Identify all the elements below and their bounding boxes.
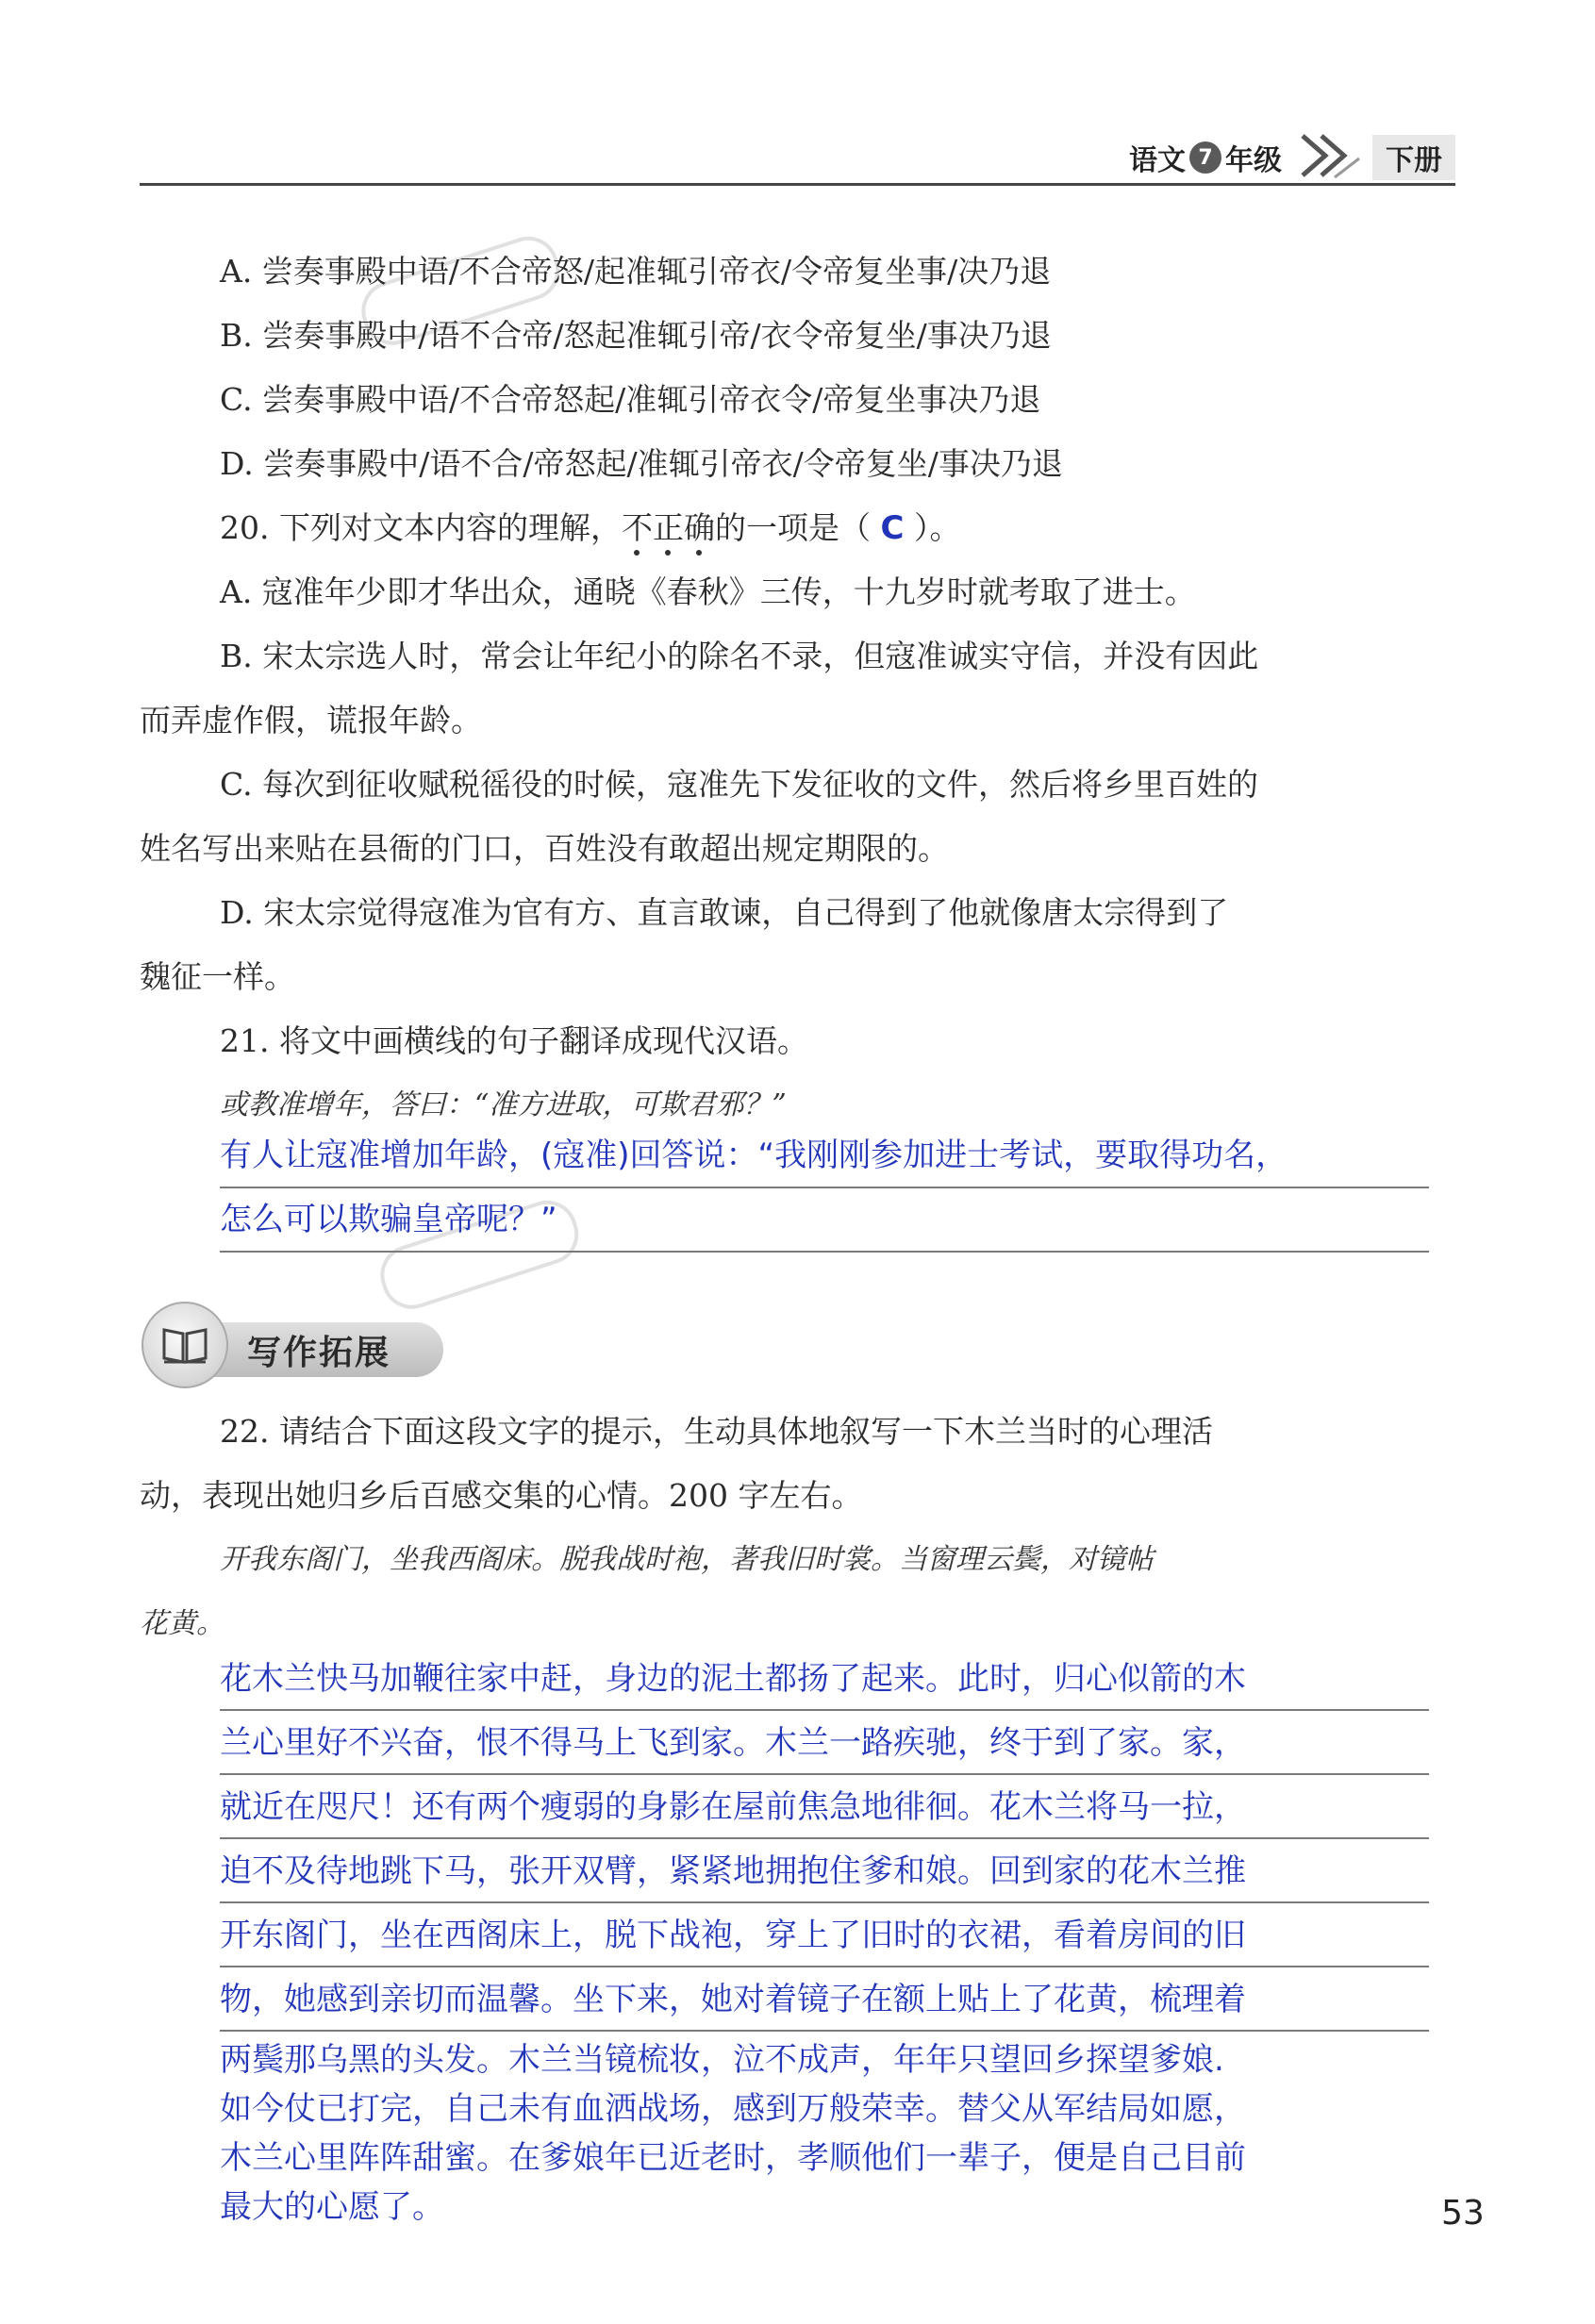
q20-stem-before: 20. 下列对文本内容的理解，	[220, 509, 622, 546]
q19-option-c: C. 尝奏事殿中语/不合帝怒起/准辄引帝衣令/帝复坐事决乃退	[220, 381, 1041, 418]
q20-emphasis-char: 正	[652, 509, 684, 546]
header-label	[1129, 132, 1455, 183]
q19-option-a: A. 尝奏事殿中语/不合帝怒/起准辄引帝衣/令帝复坐事/决乃退	[220, 253, 1052, 290]
answer-rule	[220, 1187, 1429, 1188]
q22-prompt-line: 花黄。	[140, 1607, 224, 1640]
q20-option-b-cont: 而弄虚作假，谎报年龄。	[140, 702, 482, 739]
q22-stem-line: 动，表现出她归乡后百感交集的心情。200 字左右。	[140, 1477, 863, 1514]
q20-stem-after: 的一项是（	[714, 509, 871, 546]
q22-stem-line: 22. 请结合下面这段文字的提示，生动具体地叙写一下木兰当时的心理活	[220, 1413, 1213, 1450]
q22-answer-line: 两鬓那乌黑的头发。木兰当镜梳妆，泣不成声，年年只望回乡探望爹娘.	[220, 2041, 1224, 2079]
q20-option-c-cont: 姓名写出来贴在县衙的门口，百姓没有敢超出规定期限的。	[140, 830, 949, 867]
q20-emphasis-char: 确	[683, 509, 715, 546]
header-subject: 语文	[1129, 144, 1186, 177]
q22-answer-line: 兰心里好不兴奋，恨不得马上飞到家。木兰一路疾驰，终于到了家。家，	[220, 1724, 1246, 1762]
header-volume: 下册	[1372, 135, 1455, 180]
q22-answer-line: 如今仗已打完，自己未有血洒战场，感到万般荣幸。替父从军结局如愿，	[220, 2090, 1246, 2128]
page-header	[140, 132, 1455, 191]
header-grade-label: 年级	[1225, 144, 1282, 177]
answer-rule	[220, 1709, 1429, 1711]
q22-answer-line: 最大的心愿了。	[220, 2188, 444, 2226]
q20-answer: C	[880, 509, 905, 547]
q20-emphasis-char: 不	[621, 509, 653, 546]
q22-prompt-line: 开我东阁门，坐我西阁床。脱我战时袍，著我旧时裳。当窗理云鬓，对镜帖	[220, 1543, 1154, 1576]
q20-stem-close: ）。	[913, 509, 961, 546]
answer-rule	[220, 1901, 1429, 1903]
page-number: 53	[1441, 2194, 1485, 2233]
q21-answer-line: 怎么可以欺骗皇帝呢？”	[220, 1201, 557, 1238]
answer-rule	[220, 1837, 1429, 1839]
answer-rule	[220, 2030, 1429, 2032]
q21-answer-line: 有人让寇准增加年龄，(寇准)回答说：“我刚刚参加进士考试，要取得功名，	[220, 1137, 1288, 1174]
q19-option-b: B. 尝奏事殿中/语不合帝/怒起准辄引帝/衣令帝复坐/事决乃退	[220, 317, 1052, 354]
q20-option-a: A. 寇准年少即才华出众，通晓《春秋》三传，十九岁时就考取了进士。	[220, 573, 1196, 610]
answer-rule	[220, 1773, 1429, 1775]
q22-answer-line: 开东阁门，坐在西阁床上，脱下战袍，穿上了旧时的衣裙，看着房间的旧	[220, 1917, 1246, 1954]
q20-option-b: B. 宋太宗选人时，常会让年纪小的除名不录，但寇准诚实守信，并没有因此	[220, 638, 1259, 674]
q21-quote: 或教准增年，答曰：“准方进取，可欺君邪？”	[220, 1088, 787, 1121]
q20-option-c: C. 每次到征收赋税徭役的时候，寇准先下发征收的文件，然后将乡里百姓的	[220, 766, 1259, 803]
double-chevron-icon	[1297, 130, 1363, 185]
q20-option-d-cont: 魏征一样。	[140, 958, 295, 995]
q21-stem: 21. 将文中画横线的句子翻译成现代汉语。	[220, 1022, 808, 1059]
section-title: 写作拓展	[247, 1334, 391, 1372]
q22-answer-line: 就近在咫尺！还有两个瘦弱的身影在屋前焦急地徘徊。花木兰将马一拉，	[220, 1788, 1246, 1826]
header-grade-number: 7	[1189, 141, 1221, 174]
q19-option-d: D. 尝奏事殿中/语不合/帝怒起/准辄引帝衣/令帝复坐/事决乃退	[220, 445, 1063, 482]
header-rule	[140, 183, 1455, 186]
answer-rule	[220, 1966, 1429, 1967]
q22-answer-line: 木兰心里阵阵甜蜜。在爹娘年已近老时，孝顺他们一辈子，便是自己目前	[220, 2139, 1246, 2177]
q22-answer-line: 物，她感到亲切而温馨。坐下来，她对着镜子在额上贴上了花黄，梳理着	[220, 1981, 1246, 2018]
open-book-icon	[160, 1324, 209, 1370]
section-badge	[141, 1302, 443, 1388]
q20-option-d: D. 宋太宗觉得寇准为官有方、直言敢谏，自己得到了他就像唐太宗得到了	[220, 894, 1229, 931]
q22-answer-line: 花木兰快马加鞭往家中赶，身边的泥土都扬了起来。此时，归心似箭的木	[220, 1660, 1246, 1698]
q22-answer-line: 迫不及待地跳下马，张开双臂，紧紧地拥抱住爹和娘。回到家的花木兰推	[220, 1852, 1246, 1890]
q20-stem	[220, 507, 960, 549]
answer-rule	[220, 1251, 1429, 1253]
